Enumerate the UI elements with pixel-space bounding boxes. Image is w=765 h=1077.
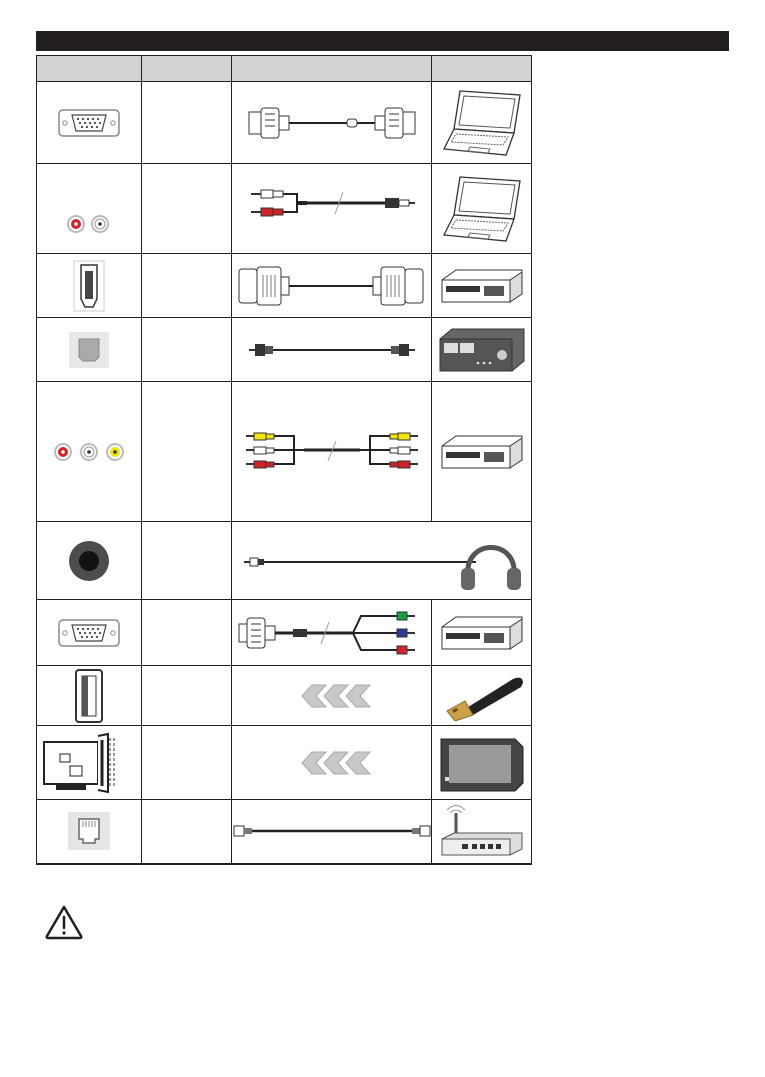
column-header [432,56,532,82]
label-cell [142,254,232,318]
label-cell [142,82,232,164]
usb-stick-icon [437,671,527,721]
table-row [37,382,532,522]
label-cell [142,318,232,382]
router-icon [438,803,526,859]
caution-icon [44,904,84,940]
rca-audio-port-icon [64,212,114,236]
hdmi-cable-icon [237,263,427,309]
amplifier-icon [436,325,528,375]
device-cell [432,800,532,864]
headphone-cable-icon [240,528,530,594]
port-cell [37,666,142,726]
port-cell [37,726,142,800]
laptop-icon [440,173,524,245]
port-cell [37,522,142,600]
label-cell [142,726,232,800]
cable-cell [232,82,432,164]
table-row [37,800,532,864]
device-cell [432,318,532,382]
port-cell [37,382,142,522]
device-cell [432,666,532,726]
port-cell [37,600,142,666]
label-cell [142,164,232,254]
table-row [37,600,532,666]
cable-cell [232,254,432,318]
vga-cable-icon [247,98,417,148]
table-row [37,318,532,382]
composite-av-port-icon [51,440,127,464]
ethernet-port-icon [67,811,111,851]
usb-port-icon [74,668,104,724]
port-cell [37,82,142,164]
port-cell [37,254,142,318]
laptop-icon [440,87,524,159]
insert-arrows-icon [292,750,372,776]
device-cell [432,382,532,522]
rca-3-cable-icon [244,431,420,473]
table-header-row [37,56,532,82]
rca-to-minijack-cable-icon [247,184,417,234]
port-cell [37,800,142,864]
ci-card-icon [439,733,525,793]
ethernet-cable-icon [232,822,432,840]
label-cell [142,522,232,600]
vga-port-icon [58,109,120,137]
set-top-box-icon [438,613,526,653]
column-header [232,56,432,82]
column-header [37,56,142,82]
cable-cell [232,522,532,600]
vga-port-icon [58,619,120,647]
headphone-port-icon [67,539,111,583]
cable-cell [232,726,432,800]
device-cell [432,726,532,800]
ci-slot-icon [42,732,136,794]
optical-cable-icon [247,340,417,360]
cable-cell [232,382,432,522]
label-cell [142,800,232,864]
optical-port-icon [68,331,110,369]
table-row [37,726,532,800]
set-top-box-icon [438,432,526,472]
table-row [37,666,532,726]
device-cell [432,254,532,318]
device-cell [432,600,532,666]
cable-cell [232,666,432,726]
table-row [37,522,532,600]
cable-cell [232,800,432,864]
set-top-box-icon [438,266,526,306]
table-row [37,82,532,164]
table-row [37,254,532,318]
label-cell [142,600,232,666]
vga-to-component-cable-icon [237,610,427,656]
page-title-bar [36,31,729,51]
cable-cell [232,318,432,382]
hdmi-port-icon [70,259,108,313]
device-cell [432,164,532,254]
label-cell [142,666,232,726]
insert-arrows-icon [292,683,372,709]
cable-cell [232,600,432,666]
port-cell [37,318,142,382]
column-header [142,56,232,82]
device-cell [432,82,532,164]
cable-cell [232,164,432,254]
label-cell [142,382,232,522]
table-row [37,164,532,254]
port-cell [37,164,142,254]
connection-table [36,55,532,865]
